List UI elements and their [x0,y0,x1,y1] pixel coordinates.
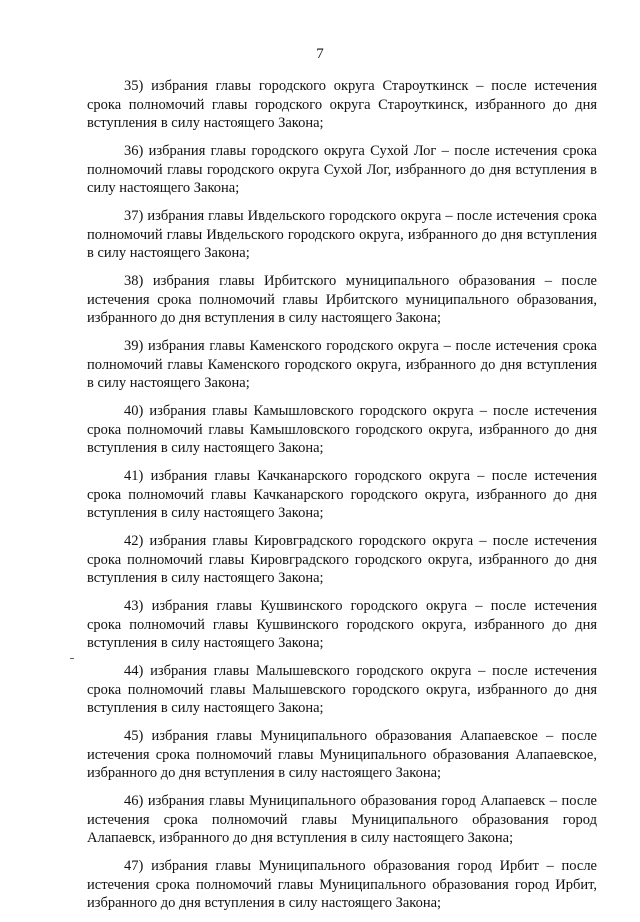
list-item: 41) избрания главы Качканарского городского округа – после истечения срока полномочий главы Качканарского городского округа, избранного до дня вступления в силу настоящего Закона; [87,468,597,521]
margin-mark [70,658,74,659]
list-item: 38) избрания главы Ирбитского муниципального образования – после истечения срока полномочий главы Ирбитского муниципального образования, избранного до дня вступления в силу настоящего Закона; [87,273,597,326]
list-item: 43) избрания главы Кушвинского городского округа – после истечения срока полномочий главы Кушвинского городского округа, избранного до дня вступления в силу настоящего Закона; [87,598,597,651]
list-item: 36) избрания главы городского округа Сухой Лог – после истечения срока полномочий главы городского округа Сухой Лог, избранного до дня вступления в силу настоящего Закона; [87,143,597,196]
list-item: 46) избрания главы Муниципального образования город Алапаевск – после истечения срока полномочий главы Муниципального образования город Алапаевск, избранного до дня вступления в силу настоящего Закона; [87,793,597,846]
list-item: 40) избрания главы Камышловского городского округа – после истечения срока полномочий главы Камышловского городского округа, избранного до дня вступления в силу настоящего Закона; [87,403,597,456]
list-item: 39) избрания главы Каменского городского округа – после истечения срока полномочий главы Каменского городского округа, избранного до дня вступления в силу настоящего Закона; [87,338,597,391]
list-item: 45) избрания главы Муниципального образования Алапаевское – после истечения срока полномочий главы Муниципального образования Алапаевское, избранного до дня вступления в силу настоящего Закона; [87,728,597,781]
document-body [87,77,597,922]
page-number: 7 [316,46,324,62]
list-item: 47) избрания главы Муниципального образования город Ирбит – после истечения срока полномочий главы Муниципального образования город Ирбит, избранного до дня вступления в силу настоящего Закона; [87,858,597,911]
list-item: 37) избрания главы Ивдельского городского округа – после истечения срока полномочий главы Ивдельского городского округа, избранного до дня вступления в силу настоящего Закона; [87,208,597,261]
list-item: 42) избрания главы Кировградского городского округа – после истечения срока полномочий главы Кировградского городского округа, избранного до дня вступления в силу настоящего Закона; [87,533,597,586]
list-item: 35) избрания главы городского округа Староуткинск – после истечения срока полномочий главы городского округа Староуткинск, избранного до дня вступления в силу настоящего Закона; [87,78,597,131]
list-item: 44) избрания главы Малышевского городского округа – после истечения срока полномочий главы Малышевского городского округа, избранного до дня вступления в силу настоящего Закона; [87,663,597,716]
